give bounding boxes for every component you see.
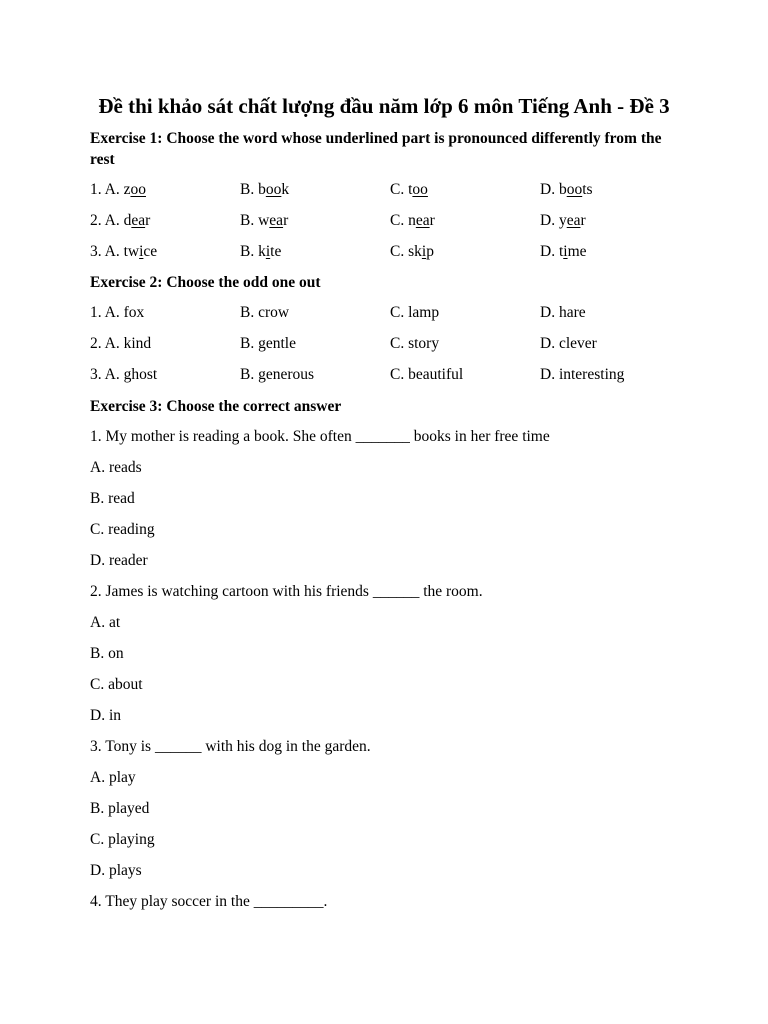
answer-option: A. reads <box>90 459 142 476</box>
answer-option: B. read <box>90 490 135 507</box>
exercise-2-heading: Exercise 2: Choose the odd one out <box>90 274 321 291</box>
option-3b: B. generous <box>240 366 315 383</box>
option-1d: D. hare <box>540 304 586 321</box>
option-2b: B. gentle <box>240 335 296 352</box>
option-2c: C. near <box>390 212 435 229</box>
option-1a: 1. A. fox <box>90 304 145 321</box>
option-3d: D. interesting <box>540 366 625 383</box>
option-3c: C. beautiful <box>390 366 464 383</box>
option-2d: D. clever <box>540 335 597 352</box>
exercise-3-heading: Exercise 3: Choose the correct answer <box>90 398 342 415</box>
option-1c: C. lamp <box>390 304 440 321</box>
option-1d: D. boots <box>540 181 593 198</box>
page-title: Đề thi khảo sát chất lượng đầu năm lớp 6 môn Tiếng Anh - Đề 3 <box>98 94 670 118</box>
answer-option: A. play <box>90 769 136 786</box>
exercise-1-heading: Exercise 1: Choose the word whose underlined part is pronounced differently from the rest <box>90 130 662 168</box>
answer-option: C. about <box>90 676 143 693</box>
option-2a: 2. A. dear <box>90 212 151 229</box>
answer-option: C. playing <box>90 831 155 848</box>
question-2: 2. James is watching cartoon with his friends ______ the room. <box>90 583 483 600</box>
option-1a: 1. A. zoo <box>90 181 146 198</box>
answer-option: B. played <box>90 800 150 817</box>
option-1c: C. too <box>390 181 428 198</box>
question-1: 1. My mother is reading a book. She often _______ books in her free time <box>90 428 550 445</box>
answer-option: D. reader <box>90 552 148 569</box>
option-2a: 2. A. kind <box>90 335 152 352</box>
option-1b: B. crow <box>240 304 290 321</box>
question-3: 3. Tony is ______ with his dog in the garden. <box>90 738 371 755</box>
option-2b: B. wear <box>240 212 289 229</box>
option-3b: B. kite <box>240 243 282 260</box>
answer-option: A. at <box>90 614 121 631</box>
answer-option: C. reading <box>90 521 155 538</box>
answer-option: B. on <box>90 645 124 662</box>
option-2c: C. story <box>390 335 440 352</box>
option-3a: 3. A. ghost <box>90 366 158 383</box>
answer-option: D. plays <box>90 862 142 879</box>
answer-option: D. in <box>90 707 121 724</box>
option-3c: C. skip <box>390 243 434 260</box>
option-2d: D. year <box>540 212 586 229</box>
option-1b: B. book <box>240 181 290 198</box>
option-3a: 3. A. twice <box>90 243 158 260</box>
question-4: 4. They play soccer in the _________. <box>90 893 328 910</box>
option-3d: D. time <box>540 243 587 260</box>
